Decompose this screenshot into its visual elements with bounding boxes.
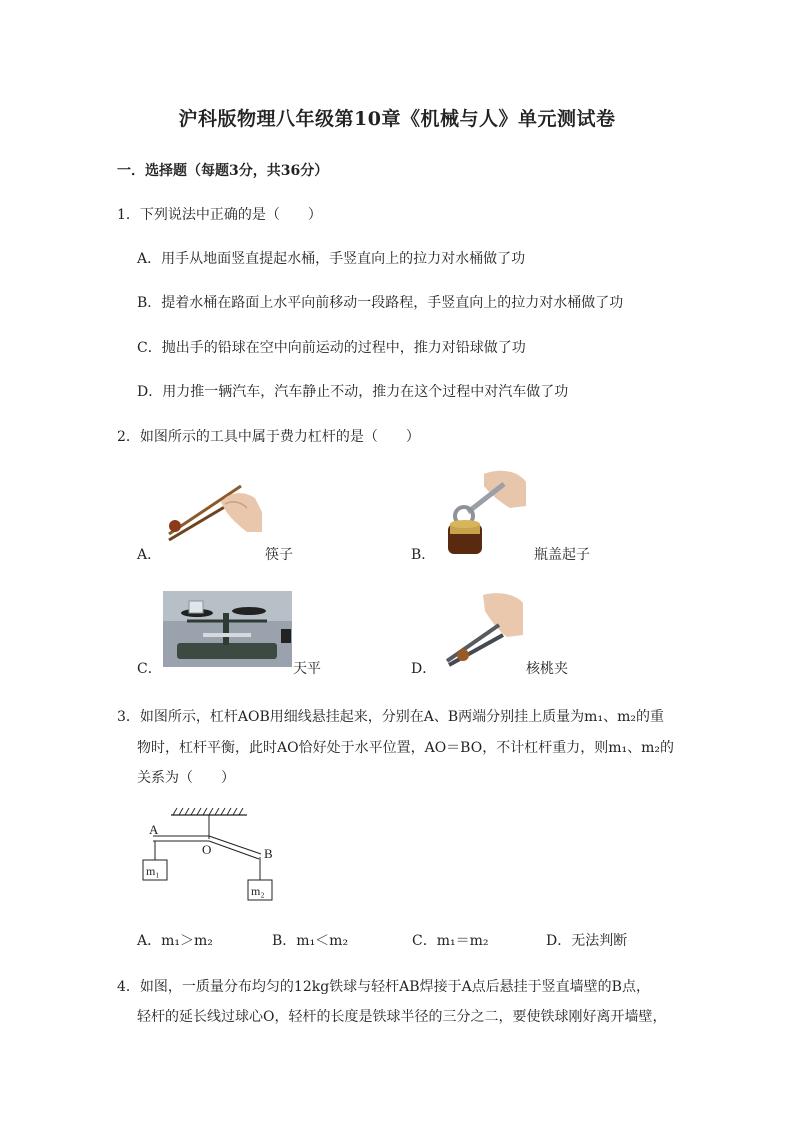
question-2-option-a-label: 筷子 bbox=[265, 547, 293, 563]
question-2-option-b-label: 瓶盖起子 bbox=[534, 547, 590, 563]
question-1-option-b: B．提着水桶在路面上水平向前移动一段路程，手竖直向上的拉力对水桶做了功 bbox=[137, 295, 624, 311]
bottle-opener-image bbox=[432, 468, 528, 554]
label-m1: m₁ bbox=[146, 864, 160, 878]
question-1-stem: 1．下列说法中正确的是（ ） bbox=[117, 207, 322, 223]
question-3-line-2: 物时，杠杆平衡，此时AO恰好处于水平位置，AO＝BO，不计杠杆重力，则m₁、m₂的 bbox=[137, 740, 674, 756]
question-2-stem: 2．如图所示的工具中属于费力杠杆的是（ ） bbox=[117, 429, 420, 445]
label-b: B bbox=[264, 846, 273, 861]
question-4-line-2: 轻杆的延长线过球心O，轻杆的长度是铁球半径的三分之二，要使铁球刚好离开墙壁， bbox=[137, 1009, 667, 1025]
question-3-option-d: D．无法判断 bbox=[546, 933, 628, 949]
question-1-option-a: A．用手从地面竖直提起水桶，手竖直向上的拉力对水桶做了功 bbox=[137, 251, 526, 267]
label-a: A bbox=[149, 822, 159, 837]
chopsticks-image bbox=[163, 472, 263, 547]
label-m2: m₂ bbox=[251, 884, 265, 898]
page-title: 沪科版物理八年级第10章《机械与人》单元测试卷 bbox=[178, 108, 616, 130]
question-4-line-1: 4．如图，一质量分布均匀的12kg铁球与轻杆AB焊接于A点后悬挂于竖直墙壁的B点， bbox=[117, 979, 650, 995]
question-2-option-d-letter: D． bbox=[411, 661, 437, 677]
nutcracker-image bbox=[433, 591, 525, 667]
question-2-option-d-label: 核桃夹 bbox=[526, 661, 568, 677]
question-3-line-1: 3．如图所示，杠杆AOB用细线悬挂起来，分别在A、B两端分别挂上质量为m₁、m₂的重 bbox=[117, 709, 664, 725]
question-2-option-c-label: 天平 bbox=[293, 661, 321, 677]
question-2-option-c-letter: C． bbox=[137, 661, 162, 677]
question-1-option-c: C．抛出手的铅球在空中向前运动的过程中，推力对铅球做了功 bbox=[137, 340, 526, 356]
question-3-option-b: B．m₁＜m₂ bbox=[272, 933, 349, 949]
question-2-option-a-letter: A． bbox=[137, 547, 162, 563]
section-heading: 一．选择题（每题3分，共36分） bbox=[117, 163, 329, 179]
lever-diagram bbox=[137, 806, 287, 906]
question-2-option-b-letter: B． bbox=[411, 547, 436, 563]
question-1-option-d: D．用力推一辆汽车，汽车静止不动，推力在这个过程中对汽车做了功 bbox=[137, 384, 569, 400]
question-3-option-a: A．m₁＞m₂ bbox=[137, 933, 213, 949]
label-o: O bbox=[202, 842, 212, 857]
question-3-line-3: 关系为（ ） bbox=[137, 770, 235, 786]
question-3-option-c: C．m₁＝m₂ bbox=[412, 933, 489, 949]
balance-scale-image bbox=[163, 591, 292, 667]
